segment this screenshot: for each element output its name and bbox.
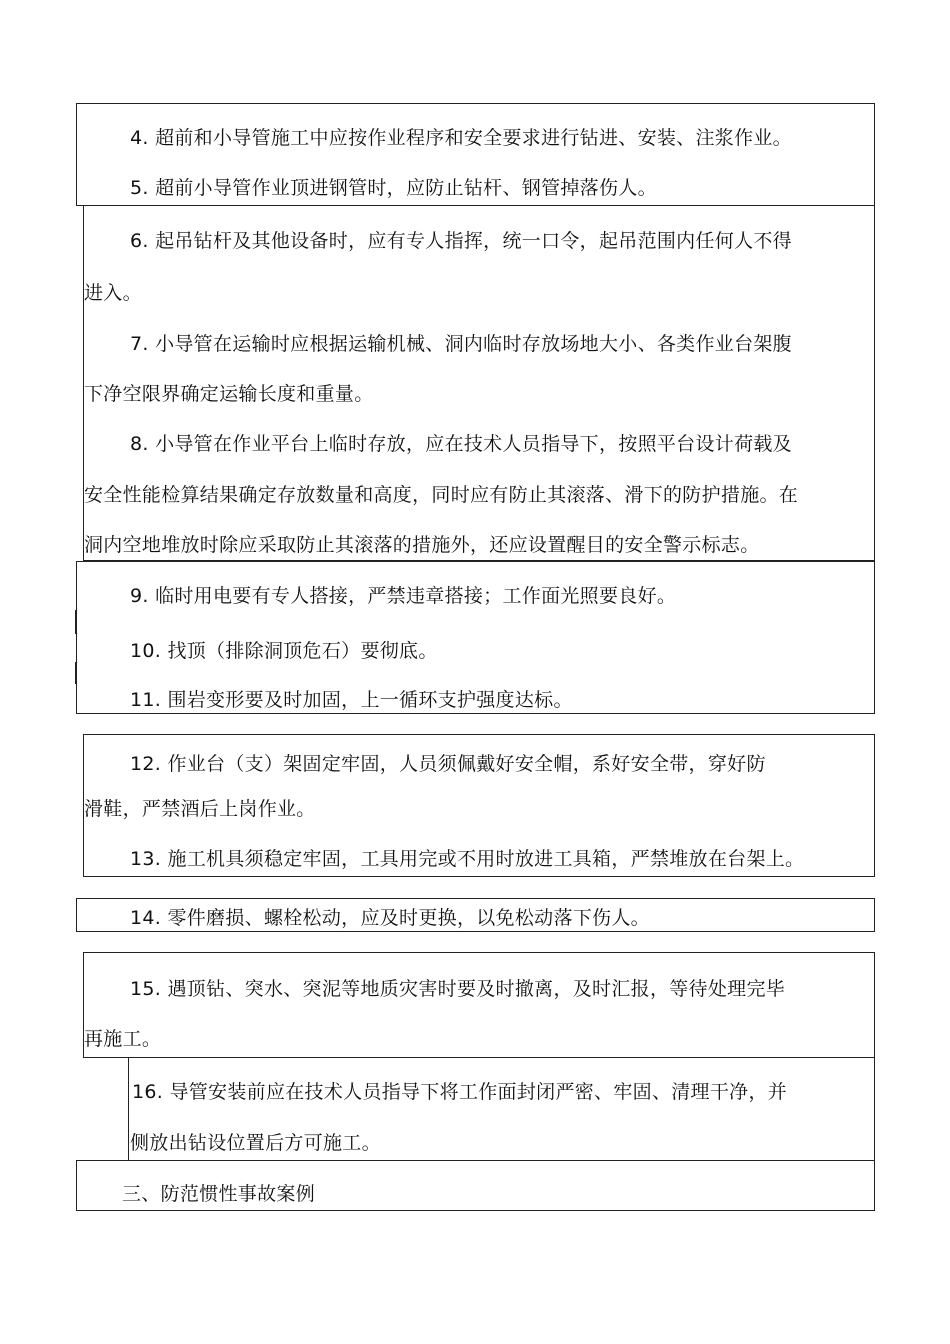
item-6-line-2: 进入。 bbox=[84, 282, 142, 304]
item-12-line-1: 12. 作业台（支）架固定牢固，人员须佩戴好安全帽，系好安全带，穿好防 bbox=[130, 753, 766, 775]
item-14: 14. 零件磨损、螺栓松动，应及时更换，以免松动落下伤人。 bbox=[130, 907, 650, 929]
item-6-line-1: 6. 起吊钻杆及其他设备时，应有专人指挥，统一口令，起吊范围内任何人不得 bbox=[130, 230, 792, 252]
item-13: 13. 施工机具须稳定牢固，工具用完或不用时放进工具箱，严禁堆放在台架上。 bbox=[130, 848, 805, 870]
item-9: 9. 临时用电要有专人搭接，严禁违章搭接；工作面光照要良好。 bbox=[130, 585, 677, 607]
item-10: 10. 找顶（排除洞顶危石）要彻底。 bbox=[130, 640, 438, 662]
item-15-line-1: 15. 遇顶钻、突水、突泥等地质灾害时要及时撤离，及时汇报，等待处理完毕 bbox=[130, 978, 786, 1000]
item-15-line-2: 再施工。 bbox=[84, 1028, 162, 1050]
item-7-line-1: 7. 小导管在运输时应根据运输机械、洞内临时存放场地大小、各类作业台架腹 bbox=[130, 333, 792, 355]
item-11: 11. 围岩变形要及时加固，上一循环支护强度达标。 bbox=[130, 689, 573, 711]
item-16-line-1: 16. 导管安装前应在技术人员指导下将工作面封闭严密、牢固、清理干净，并 bbox=[132, 1081, 788, 1103]
section-heading: 三、防范惯性事故案例 bbox=[122, 1183, 316, 1205]
section-box-15 bbox=[83, 952, 875, 1058]
item-7-line-2: 下净空限界确定运输长度和重量。 bbox=[84, 383, 374, 405]
margin-tick bbox=[75, 662, 76, 684]
item-5: 5. 超前小导管作业顶进钢管时，应防止钻杆、钢管掉落伤人。 bbox=[130, 177, 657, 199]
item-12-line-2: 滑鞋，严禁酒后上岗作业。 bbox=[84, 798, 316, 820]
item-8-line-2: 安全性能检算结果确定存放数量和高度，同时应有防止其滚落、滑下的防护措施。在 bbox=[84, 484, 799, 506]
item-8-line-3: 洞内空地堆放时除应采取防止其滚落的措施外，还应设置醒目的安全警示标志。 bbox=[84, 534, 760, 556]
item-16-line-2: 侧放出钻设位置后方可施工。 bbox=[130, 1132, 381, 1154]
margin-tick bbox=[75, 610, 76, 634]
item-4: 4. 超前和小导管施工中应按作业程序和安全要求进行钻进、安装、注浆作业。 bbox=[130, 127, 792, 149]
item-8-line-1: 8. 小导管在作业平台上临时存放，应在技术人员指导下，按照平台设计荷载及 bbox=[130, 433, 792, 455]
